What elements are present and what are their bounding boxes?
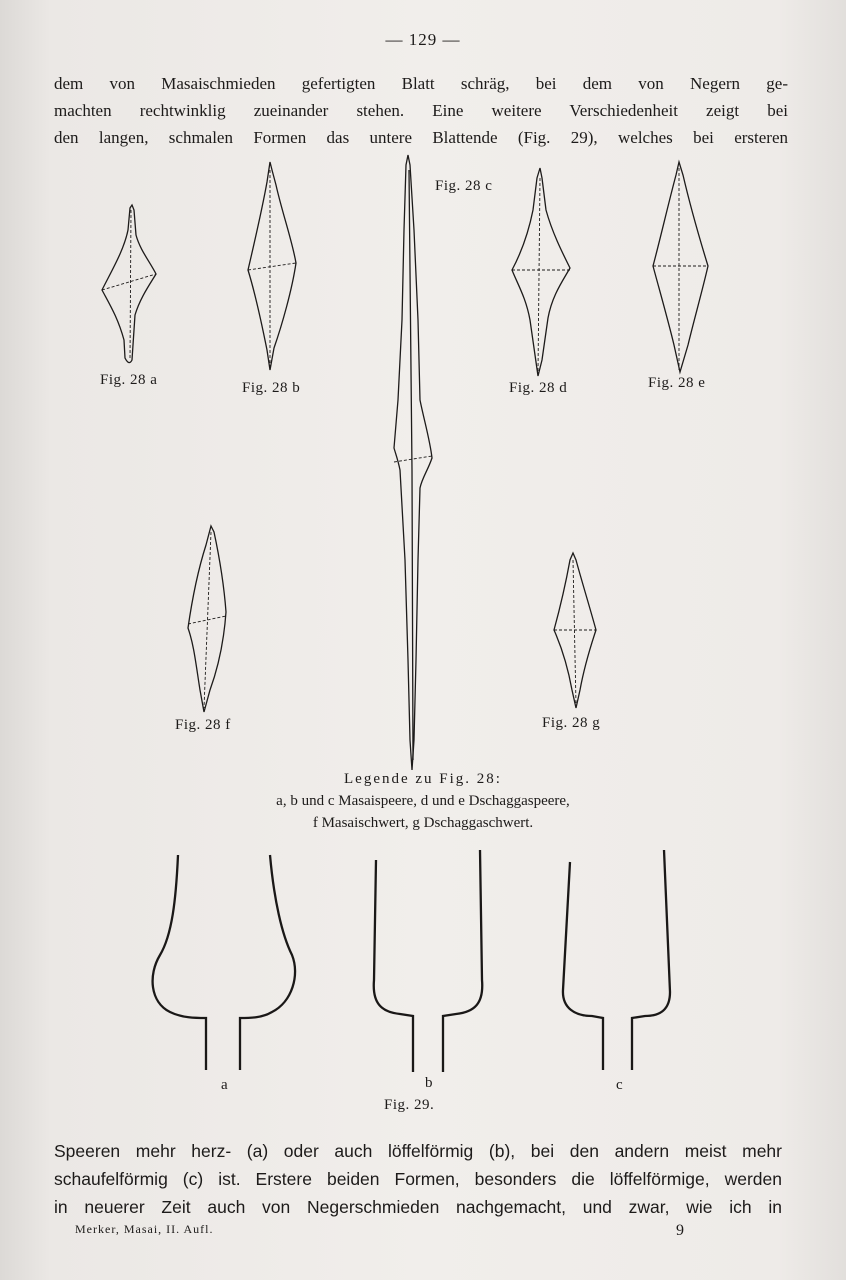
caption-fig-28d: Fig. 28 d (509, 380, 568, 396)
legend-line: a, b und c Masaispeere, d und e Dschaggaspeere, (276, 793, 570, 809)
spear-28e-drawing (653, 162, 708, 372)
paragraph-line: in neuerer Zeit auch von Negerschmieden nachgemacht, und zwar, wie ich in (54, 1197, 782, 1217)
caption-fig-28c: Fig. 28 c (435, 178, 493, 194)
caption-fig-28a: Fig. 28 a (100, 372, 158, 388)
blade-end-29c-drawing (563, 850, 670, 1070)
caption-fig-29: Fig. 29. (384, 1097, 435, 1113)
label-fig-29a: a (221, 1077, 229, 1093)
caption-fig-28e: Fig. 28 e (648, 375, 706, 391)
label-fig-29b: b (425, 1075, 433, 1091)
page-number: — 129 — (385, 30, 461, 49)
bottom-paragraph (54, 1137, 782, 1221)
label-fig-29c: c (616, 1077, 624, 1093)
spear-28a-drawing (102, 205, 156, 363)
signature-mark: 9 (676, 1222, 684, 1239)
caption-fig-28b: Fig. 28 b (242, 380, 301, 396)
figure-28-legend (0, 768, 846, 834)
sword-28f-drawing (188, 526, 226, 712)
footer-reference: Merker, Masai, II. Aufl. (75, 1222, 214, 1236)
paragraph-line: schaufelförmig (c) ist. Erstere beiden Formen, besonders die löffelförmige, werden (54, 1169, 782, 1189)
paragraph-line: machten rechtwinklig zueinander stehen. Eine weitere Verschiedenheit zeigt bei (54, 101, 788, 120)
paragraph-line: den langen, schmalen Formen das untere Blattende (Fig. 29), welches bei ersteren (54, 128, 788, 147)
legend-title: Legende zu Fig. 28: (344, 771, 502, 787)
paragraph-line: Speeren mehr herz- (a) oder auch löffelförmig (b), bei den andern meist mehr (54, 1141, 782, 1161)
blade-end-29b-drawing (374, 850, 483, 1072)
caption-fig-28f: Fig. 28 f (175, 717, 231, 733)
legend-line: f Masaischwert, g Dschaggaschwert. (312, 815, 534, 831)
spear-28d-drawing (512, 168, 570, 376)
spear-28b-drawing (248, 162, 296, 370)
blade-end-29a-drawing (153, 855, 295, 1070)
spear-28c-drawing (394, 155, 432, 770)
sword-28g-drawing (554, 553, 596, 708)
paragraph-line: dem von Masaischmieden gefertigten Blatt schräg, bei dem von Negern ge- (54, 74, 788, 93)
caption-fig-28g: Fig. 28 g (542, 715, 601, 731)
